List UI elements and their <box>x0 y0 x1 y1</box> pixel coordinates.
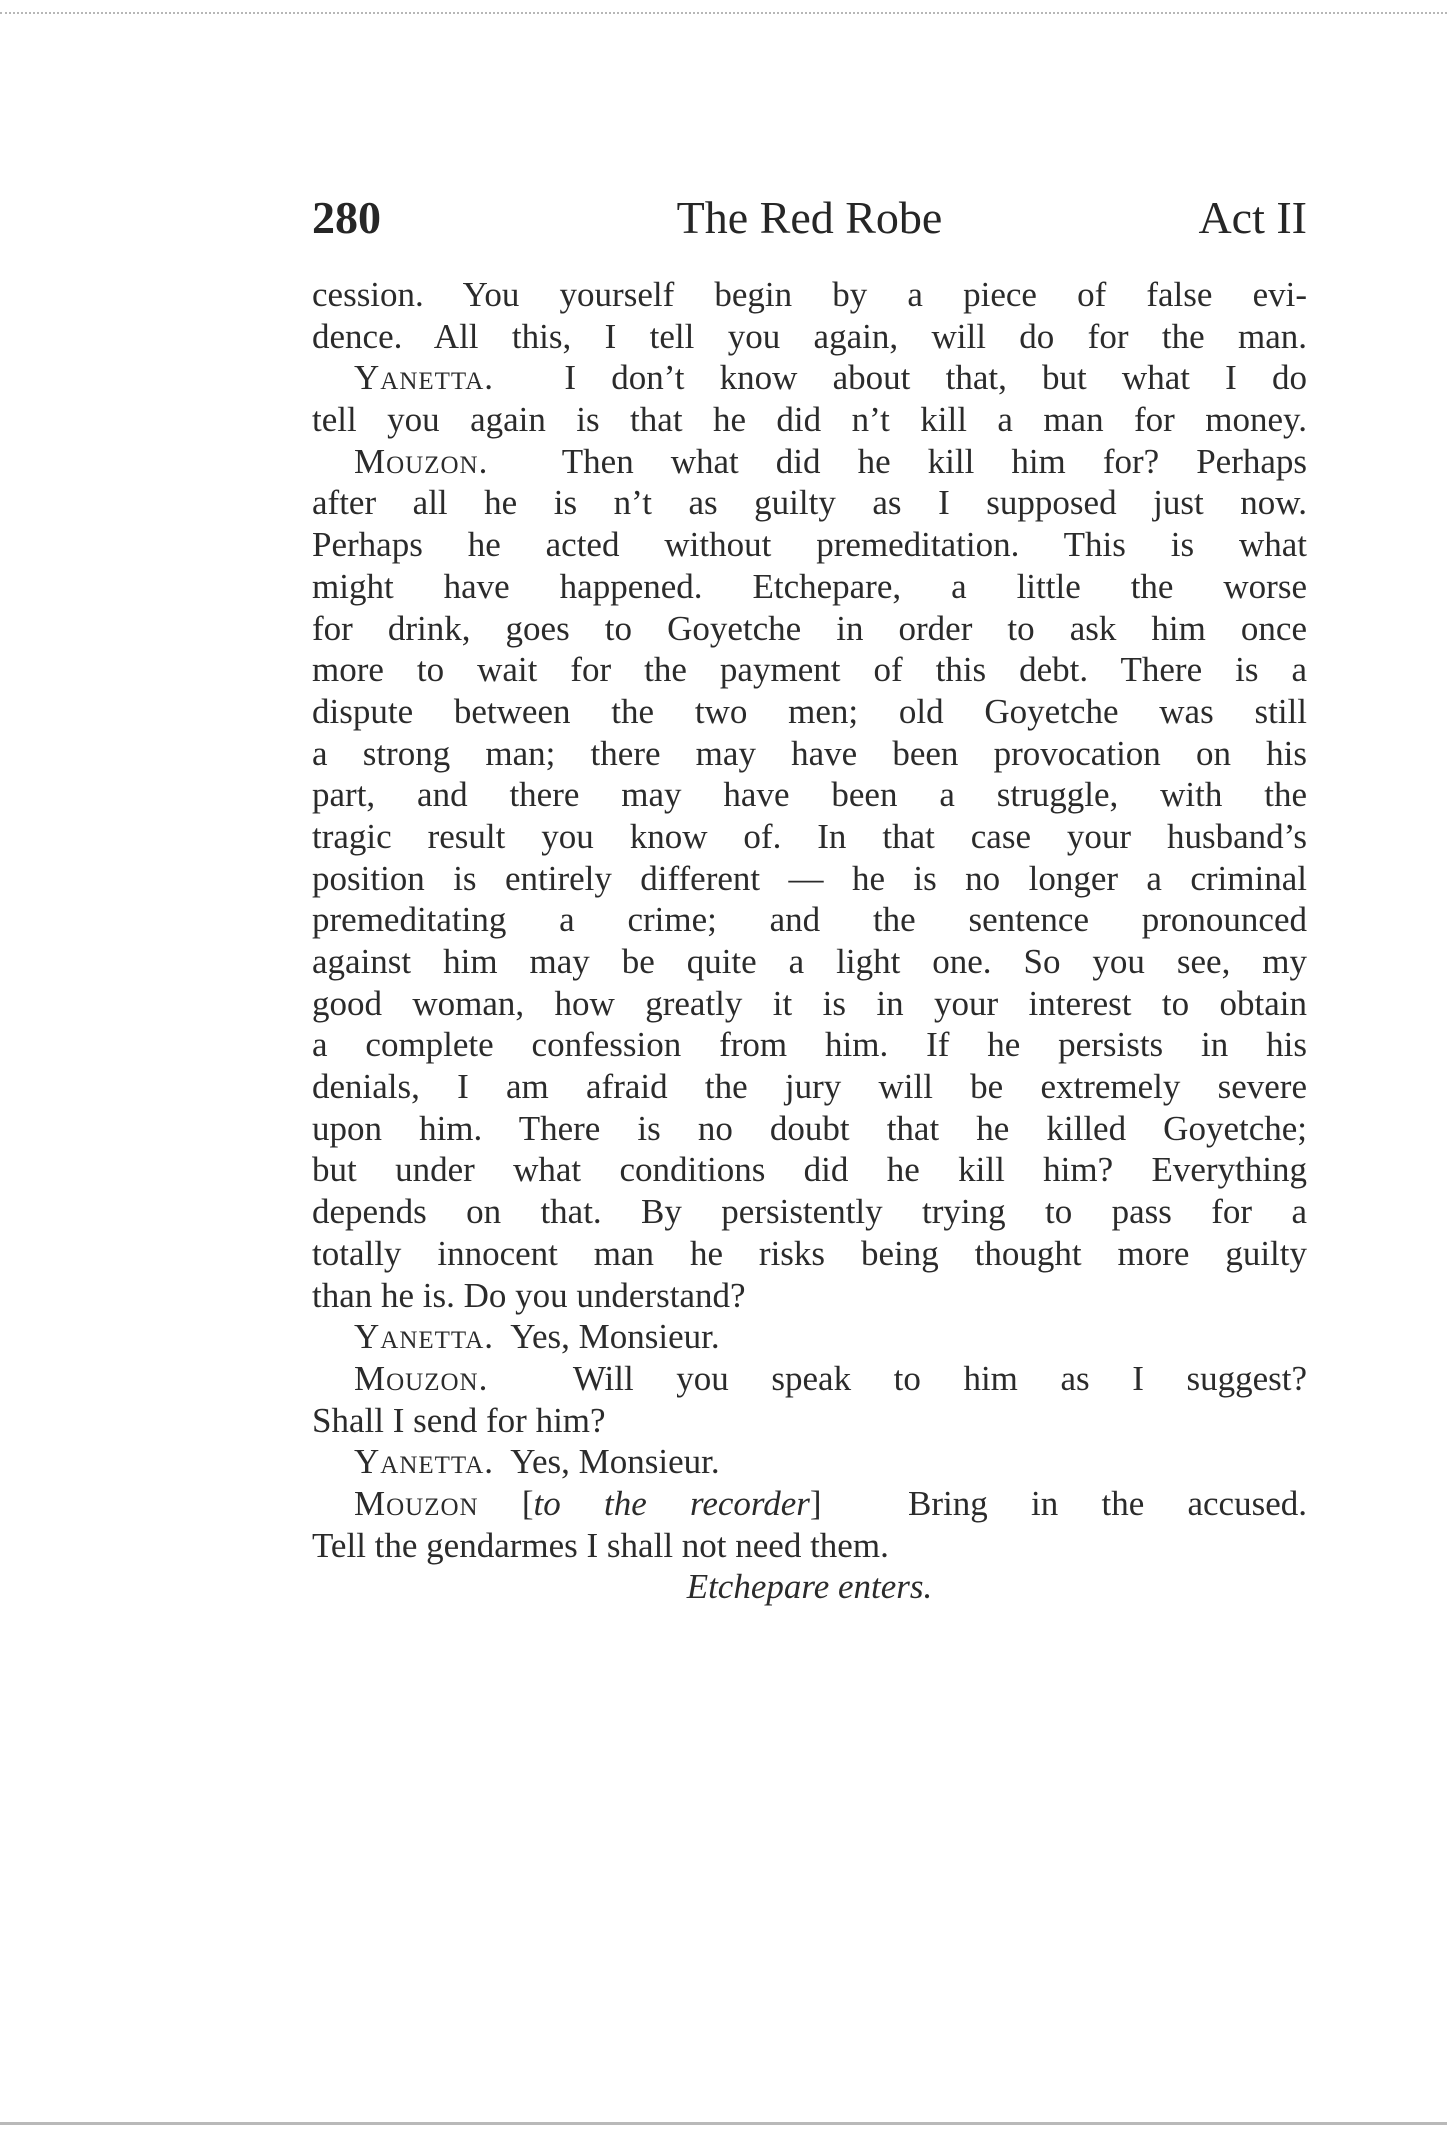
speaker-name: Mouzon. <box>354 441 489 481</box>
text-line: premeditating a crime; and the sentence pronounced <box>312 900 1307 940</box>
text-line: good woman, how greatly it is in your interest to obtain <box>312 983 1307 1023</box>
text-line: dispute between the two men; old Goyetche was still <box>312 691 1307 731</box>
text-line: Shall I send for him? <box>312 1400 606 1440</box>
text-line: might have happened. Etchepare, a little the worse <box>312 566 1307 606</box>
text-line: cession. You yourself begin by a piece of false evi- <box>312 275 1307 314</box>
book-title: The Red Robe <box>676 192 943 243</box>
text-line: than he is. Do you understand? <box>312 1275 746 1315</box>
book-page <box>312 190 1308 1607</box>
speaker-name: Yanetta. <box>354 1317 494 1357</box>
text-line: tragic result you know of. In that case your husband’s <box>312 816 1307 856</box>
text-line: Tell the gendarmes I shall not need them. <box>312 1525 889 1565</box>
text-line: for drink, goes to Goyetche in order to ask him once <box>312 608 1307 648</box>
page-number: 280 <box>312 192 381 243</box>
speech-text: Yes, Monsieur. <box>510 1317 720 1357</box>
text-line: but under what conditions did he kill him? Everything <box>312 1150 1307 1190</box>
text-line: upon him. There is no doubt that he killed Goyetche; <box>312 1108 1307 1148</box>
speech-text: Yes, Monsieur. <box>510 1442 720 1482</box>
stage-direction: to the recorder <box>533 1483 810 1523</box>
speech-text: Bring in the accused. <box>908 1483 1307 1523</box>
text-line: part, and there may have been a struggle, with the <box>312 775 1307 815</box>
speaker-name: Mouzon. <box>354 1358 489 1398</box>
text-line: more to wait for the payment of this debt. There is a <box>312 650 1307 690</box>
speaker-name: Yanetta. <box>354 1442 494 1482</box>
text-line: Perhaps he acted without premeditation. This is what <box>312 525 1307 565</box>
speech-line <box>312 441 1307 483</box>
speech-text: Will you speak to him as I suggest? <box>572 1358 1308 1398</box>
speaker-name: Mouzon <box>354 1483 479 1523</box>
text-line: depends on that. By persistently trying to pass for a <box>312 1192 1307 1232</box>
speech-line <box>312 1316 1307 1358</box>
text-line: totally innocent man he risks being thought more guilty <box>312 1233 1307 1273</box>
body-text <box>312 274 1307 1608</box>
running-head <box>312 190 1307 260</box>
page-bottom-edge <box>0 2122 1447 2125</box>
speech-text: Then what did he kill him for? Perhaps <box>561 441 1307 481</box>
speech-line <box>312 357 1307 399</box>
text-line: a complete confession from him. If he persists in his <box>312 1025 1307 1065</box>
speech-line: Mouzon [to the recorder] Bring in the accused. <box>354 1483 1307 1523</box>
stage-direction-entrance: Etchepare enters. <box>686 1567 933 1607</box>
speech-line <box>312 1358 1307 1400</box>
text-line: position is entirely different — he is no longer a criminal <box>312 858 1307 898</box>
text-line: against him may be quite a light one. So you see, my <box>312 942 1307 981</box>
text-line: dence. All this, I tell you again, will do for the man. <box>312 316 1307 356</box>
text-line: tell you again is that he did n’t kill a man for money. <box>312 400 1307 440</box>
speaker-name: Yanetta. <box>354 358 494 398</box>
text-line: denials, I am afraid the jury will be extremely severe <box>312 1067 1307 1107</box>
speech-line <box>312 1441 1307 1483</box>
page-top-edge <box>0 12 1447 14</box>
speech-text: I don’t know about that, but what I do <box>564 358 1307 398</box>
text-line: a strong man; there may have been provocation on his <box>312 733 1307 773</box>
text-line: after all he is n’t as guilty as I supposed just now. <box>312 483 1307 523</box>
act-label: Act II <box>1198 192 1307 243</box>
